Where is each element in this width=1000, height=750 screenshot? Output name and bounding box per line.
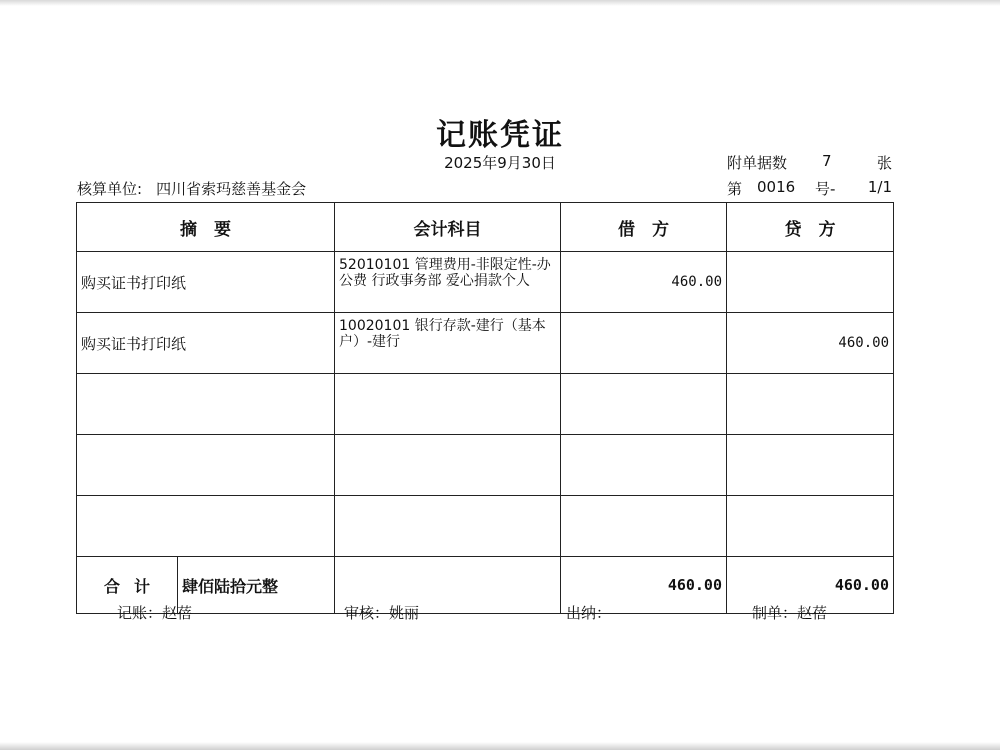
total-label-cell: [77, 557, 335, 614]
voucher-number-prefix: 第: [727, 180, 743, 198]
voucher-title: 记账凭证: [436, 118, 564, 153]
voucher-page: 1/1: [867, 178, 892, 196]
row-credit: [727, 435, 894, 496]
voucher-number-value: 0016: [757, 178, 796, 196]
total-label: 合计: [77, 557, 178, 613]
accounting-unit-name: 四川省索玛慈善基金会: [156, 180, 307, 198]
attachment-number: 7: [822, 152, 832, 170]
row-summary: [77, 496, 335, 557]
row-summary: [77, 435, 335, 496]
row-summary: 购买证书打印纸: [77, 313, 335, 374]
attachment-count: [727, 152, 892, 173]
row-subject-text: 52010101 管理费用-非限定性-办公费 行政事务部 爱心捐款个人: [339, 257, 551, 289]
row-credit: [727, 252, 894, 313]
row-debit: [561, 374, 727, 435]
header-summary: 摘 要: [77, 203, 335, 252]
row-subject: [335, 313, 561, 374]
accounting-unit-label: 核算单位:: [77, 180, 143, 198]
row-debit: 460.00: [561, 252, 727, 313]
row-summary: [77, 374, 335, 435]
row-credit: [727, 374, 894, 435]
table-row: [77, 435, 894, 496]
footer-reviewer: 审核：姚丽: [344, 604, 420, 622]
row-subject: [335, 496, 561, 557]
footer-bookkeeper: 记账：赵蓓: [117, 604, 193, 622]
total-credit: 460.00: [727, 557, 894, 614]
table-header-row: [77, 203, 894, 252]
footer-cashier: 出纳：: [566, 604, 612, 622]
row-debit: [561, 496, 727, 557]
row-subject: [335, 374, 561, 435]
row-subject: [335, 435, 561, 496]
header-debit: 借 方: [561, 203, 727, 252]
table-row: [77, 374, 894, 435]
attachment-label: 附单据数: [727, 154, 788, 172]
header-subject: 会计科目: [335, 203, 561, 252]
table-row: [77, 252, 894, 313]
header-credit: 贷 方: [727, 203, 894, 252]
row-debit: [561, 313, 727, 374]
row-subject: [335, 252, 561, 313]
voucher-table: [76, 202, 894, 614]
row-summary: 购买证书打印纸: [77, 252, 335, 313]
voucher-number-suffix: 号-: [815, 180, 836, 198]
row-credit: [727, 496, 894, 557]
scan-edge-bottom: [0, 742, 1000, 750]
row-debit: [561, 435, 727, 496]
voucher-number: [727, 178, 892, 199]
row-credit: 460.00: [727, 313, 894, 374]
total-debit: 460.00: [561, 557, 727, 614]
voucher-date: 2025年9月30日: [444, 154, 556, 172]
footer-preparer: 制单：赵蓓: [752, 604, 828, 622]
attachment-unit: 张: [876, 154, 892, 172]
table-row: [77, 313, 894, 374]
accounting-unit: [77, 178, 306, 199]
total-amount-words: 肆佰陆拾元整: [182, 576, 279, 596]
table-row: [77, 496, 894, 557]
row-subject-text: 10020101 银行存款-建行（基本户）-建行: [339, 318, 546, 350]
scan-edge-top: [0, 0, 1000, 6]
